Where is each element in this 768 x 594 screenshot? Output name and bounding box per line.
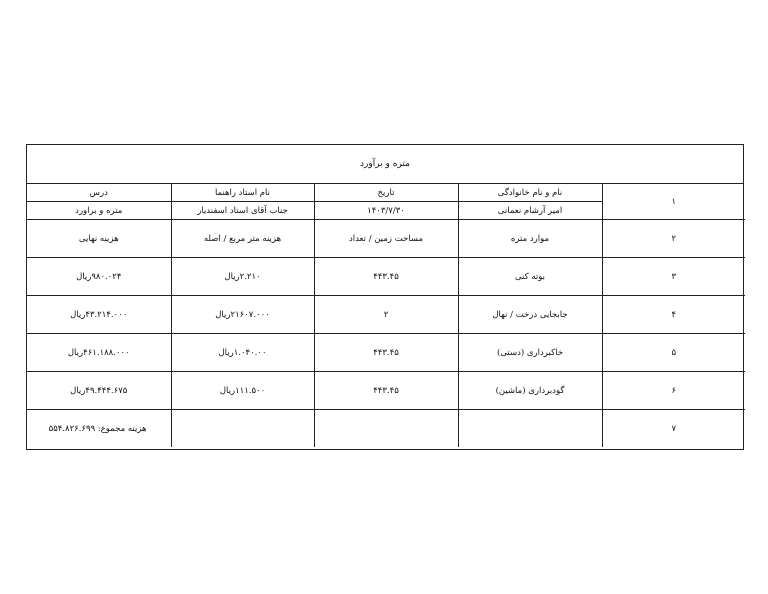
- student-name-label: نام و نام خانوادگی: [458, 184, 602, 202]
- area-header: مساحت زمین / تعداد: [314, 220, 458, 258]
- row-number: ۴: [602, 296, 745, 334]
- course-value: متره و براورد: [27, 202, 171, 220]
- advisor-value: جناب آقای استاد اسفندیار: [171, 202, 314, 220]
- total-cell: ۴۳.۲۱۴.۰۰۰ریال: [27, 296, 171, 334]
- grand-total-cell: هزینه مجموع: ۵۵۴.۸۲۶.۶۹۹: [27, 410, 171, 448]
- advisor-label: نام استاد راهنما: [171, 184, 314, 202]
- row-number: ۱: [602, 184, 745, 220]
- table-row: [27, 258, 745, 296]
- item-cell: جابجایی درخت / نهال: [458, 296, 602, 334]
- unit-cost-cell: ۱.۰۴۰.۰۰ریال: [171, 334, 314, 372]
- sheet-title: متره و برآورد: [27, 145, 743, 184]
- student-name-value: امیر آرشام نعمانی: [458, 202, 602, 220]
- date-label: تاریخ: [314, 184, 458, 202]
- item-cell: گودبرداری (ماشین): [458, 372, 602, 410]
- course-label: درس: [27, 184, 171, 202]
- area-cell: ۴۴۳.۴۵: [314, 334, 458, 372]
- estimate-table: [27, 184, 745, 447]
- item-cell: بوته کنی: [458, 258, 602, 296]
- row-number: ۷: [602, 410, 745, 448]
- total-cell: ۴۶۱.۱۸۸.۰۰۰ریال: [27, 334, 171, 372]
- area-cell: ۴۴۳.۴۵: [314, 258, 458, 296]
- total-cell: ۹۸۰.۰۲۴ریال: [27, 258, 171, 296]
- grand-total-row: [27, 410, 745, 448]
- row-number: ۳: [602, 258, 745, 296]
- unit-cost-cell: ۲.۲۱۰ریال: [171, 258, 314, 296]
- unit-cost-header: هزینه متر مربع / اصله: [171, 220, 314, 258]
- row-number: ۲: [602, 220, 745, 258]
- empty-cell: [314, 410, 458, 448]
- final-cost-header: هزینه نهایی: [27, 220, 171, 258]
- estimate-sheet: [26, 144, 744, 450]
- header-row-labels: [27, 184, 745, 202]
- table-row: [27, 334, 745, 372]
- column-headers-row: [27, 220, 745, 258]
- date-value: ۱۴۰۳/۷/۳۰: [314, 202, 458, 220]
- item-cell: خاکبرداری (دستی): [458, 334, 602, 372]
- items-header: موارد متره: [458, 220, 602, 258]
- unit-cost-cell: ۲۱۶۰۷.۰۰۰ریال: [171, 296, 314, 334]
- total-cell: ۴۹.۴۴۴.۶۷۵ریال: [27, 372, 171, 410]
- empty-cell: [171, 410, 314, 448]
- area-cell: ۴۴۳.۴۵: [314, 372, 458, 410]
- area-cell: ۲: [314, 296, 458, 334]
- row-number: ۶: [602, 372, 745, 410]
- unit-cost-cell: ۱۱۱.۵۰۰ریال: [171, 372, 314, 410]
- table-row: [27, 296, 745, 334]
- empty-cell: [458, 410, 602, 448]
- table-row: [27, 372, 745, 410]
- row-number: ۵: [602, 334, 745, 372]
